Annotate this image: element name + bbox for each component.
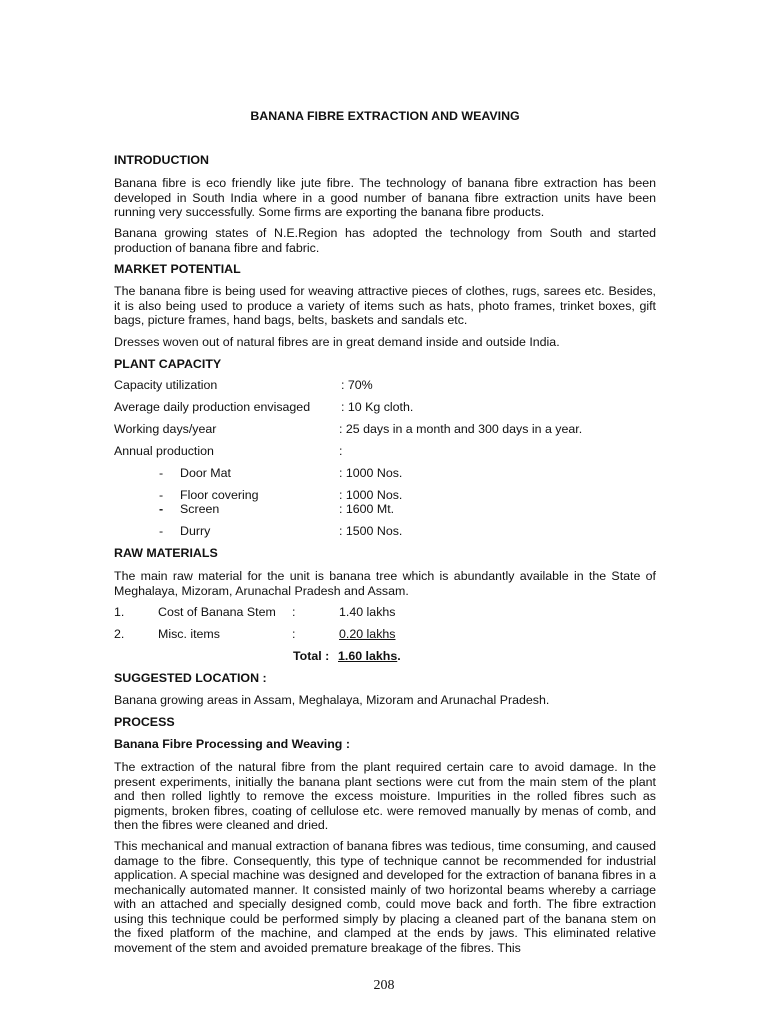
item-value: : 1500 Nos. [339,524,403,538]
raw-materials-paragraph: The main raw material for the unit is banana tree which is abundantly available in the State of Meghalaya, Mizoram, Arunachal Pradesh and Assam. [114,569,656,598]
capacity-label: Working days/year [114,422,217,436]
cost-colon: : [292,627,296,641]
total-value: 1.60 lakhs [338,649,398,663]
production-item-row [114,488,656,503]
item-label: Door Mat [180,466,231,480]
production-item-row [114,502,656,517]
capacity-value: : [339,444,343,458]
cost-value: 1.40 lakhs [339,605,396,619]
cost-total-row [114,649,656,664]
market-paragraph-1: The banana fibre is being used for weaving attractive pieces of clothes, rugs, sarees etc. Besides, it is also being used to produce a variety of items such as hats, photo frames, trinket boxes, gift bags, picture frames, hand bags, belts, baskets and sandals etc. [114,284,656,327]
capacity-label: Annual production [114,444,214,458]
item-dash: - [159,466,164,480]
market-potential-heading: MARKET POTENTIAL [114,262,241,276]
process-paragraph-1: The extraction of the natural fibre from the plant required certain care to avoid damage. In the present experiments, initially the banana plant sections were cut from the main stem of the plant and then rolled lightly to remove the excess moisture. Impurities in the rolled fibres such as pigments, broken fibres, coating of cellulose etc. were removed manually by menas of comb, and then the fibres were cleaned and dried. [114,760,656,832]
item-dash: - [159,488,164,502]
document-page [114,0,656,1024]
suggested-location-heading: SUGGESTED LOCATION : [114,671,267,685]
capacity-row [114,444,656,459]
capacity-value: : 25 days in a month and 300 days in a year. [339,422,583,436]
item-value: : 1000 Nos. [339,488,403,502]
item-dash: - [159,524,164,538]
item-label: Floor covering [180,488,259,502]
introduction-paragraph-2: Banana growing states of N.E.Region has adopted the technology from South and started production of banana fibre and fabric. [114,226,656,255]
cost-number: 1. [114,605,125,619]
item-dash: - [159,502,164,516]
plant-capacity-heading: PLANT CAPACITY [114,357,222,371]
capacity-label: Average daily production envisaged [114,400,311,414]
page-title: BANANA FIBRE EXTRACTION AND WEAVING [250,109,520,123]
cost-label: Cost of Banana Stem [158,605,276,619]
introduction-paragraph-1: Banana fibre is eco friendly like jute fibre. The technology of banana fibre extraction has been developed in South India where in a good number of banana fibre extraction units have been running very successfully. Some firms are exporting the banana fibre products. [114,176,656,219]
cost-number: 2. [114,627,125,641]
introduction-heading: INTRODUCTION [114,153,209,167]
production-item-row [114,466,656,481]
cost-row [114,627,656,642]
total-value-wrap [338,649,401,664]
capacity-label: Capacity utilization [114,378,218,392]
item-label: Screen [180,502,220,516]
capacity-value: : 70% [341,378,373,392]
capacity-row [114,422,656,437]
process-subheading: Banana Fibre Processing and Weaving : [114,737,350,751]
cost-value: 0.20 lakhs [339,627,396,641]
item-value: : 1600 Mt. [339,502,395,516]
total-suffix: . [397,649,401,663]
cost-label: Misc. items [158,627,220,641]
cost-row [114,605,656,620]
item-label: Durry [180,524,211,538]
page-number: 208 [373,978,395,993]
capacity-row [114,400,656,415]
cost-colon: : [292,605,296,619]
process-heading: PROCESS [114,715,175,729]
total-label: Total : [293,649,330,663]
process-paragraph-2: This mechanical and manual extraction of banana fibres was tedious, time consuming, and caused damage to the fibre. Consequently, this type of technique cannot be recommended for industrial application. A special machine was designed and developed for the extraction of banana fibres in a mechanically automated manner. It consisted mainly of two horizontal beams whereby a carriage with an attached and specially designed comb, could move back and forth. The fibre extraction using this technique could be performed simply by placing a cleaned part of the banana stem on the fixed platform of the machine, and clamped at the ends by jaws. This eliminated relative movement of the stem and avoided premature breakage of the fibres. This [114,839,656,955]
item-value: : 1000 Nos. [339,466,403,480]
capacity-value: : 10 Kg cloth. [341,400,414,414]
location-paragraph: Banana growing areas in Assam, Meghalaya, Mizoram and Arunachal Pradesh. [114,693,550,707]
capacity-row [114,378,656,393]
raw-materials-heading: RAW MATERIALS [114,546,218,560]
production-item-row [114,524,656,539]
market-paragraph-2: Dresses woven out of natural fibres are in great demand inside and outside India. [114,335,560,349]
